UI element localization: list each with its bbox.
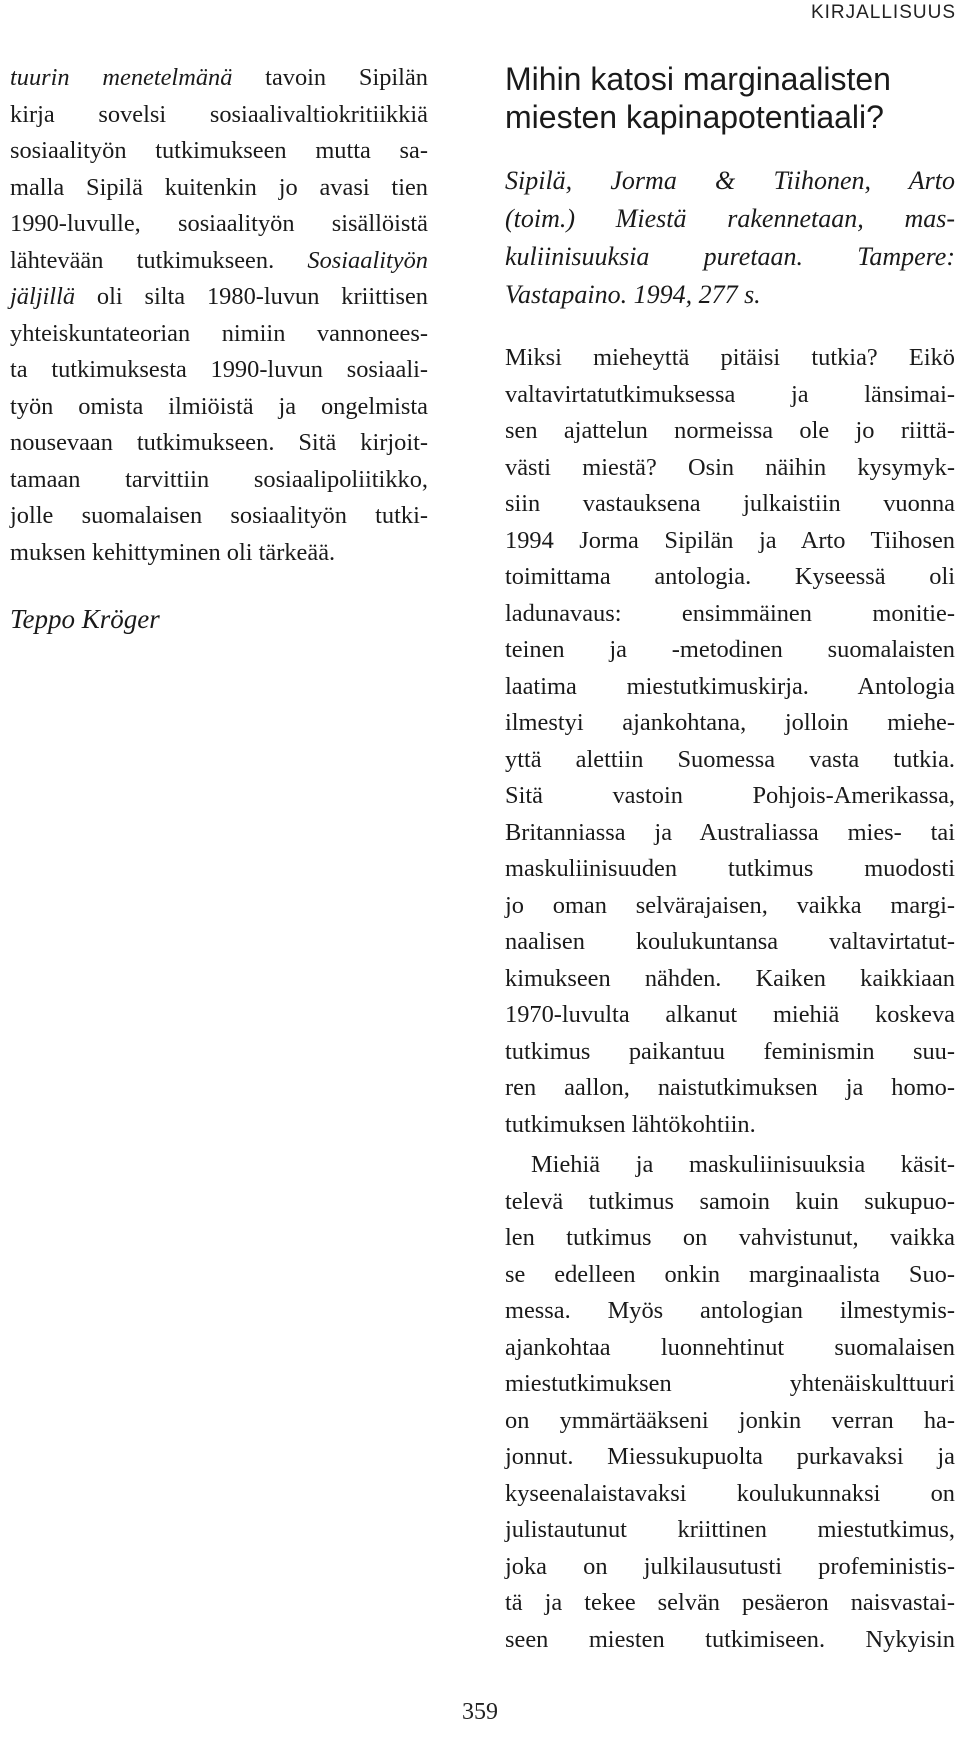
text-line: jonnut. Miessukupuolta purkavaksi ja bbox=[505, 1443, 955, 1470]
review-signature: Teppo Kröger bbox=[10, 604, 160, 634]
text-line: miestutkimuksen yhtenäiskulttuuri bbox=[505, 1370, 955, 1397]
text-line: malla Sipilä kuitenkin jo avasi tien bbox=[10, 173, 428, 201]
text-line: ilmestyi ajankohtana, jolloin miehe- bbox=[505, 709, 955, 736]
text-line: Sitä vastoin Pohjois-Amerikassa, bbox=[505, 782, 955, 809]
text-line: tutkimuksen lähtökohtiin. bbox=[505, 1110, 756, 1138]
text-line: len tutkimus on vahvistunut, vaikka bbox=[505, 1224, 955, 1251]
text-line: sen ajattelun normeissa ole jo riittä- bbox=[505, 417, 955, 444]
text-line: on ymmärtääkseni jonkin verran ha- bbox=[505, 1406, 955, 1434]
text-line: ladunavaus: ensimmäinen monitie- bbox=[505, 599, 955, 627]
text-line: televä tutkimus samoin kuin sukupuo- bbox=[505, 1187, 955, 1215]
book-citation: Sipilä, Jorma & Tiihonen, Arto (toim.) Miestä rakennetaan, mas- kuliinisuuksia puretaan. Tampere: Vastapaino. 1994, 277 s. bbox=[505, 166, 955, 309]
review-title: Mihin katosi marginaalisten miesten kapinapotentiaali? bbox=[505, 61, 891, 135]
text-line: muksen kehittyminen oli tärkeää. bbox=[10, 538, 336, 566]
paragraph-2 bbox=[505, 1147, 955, 1658]
text-line: yhteiskuntateorian nimiin vannonees- bbox=[10, 319, 428, 347]
text-line: jolle suomalaisen sosiaalityön tutki- bbox=[10, 502, 428, 529]
text-line: työn omista ilmiöistä ja ongelmista bbox=[10, 392, 428, 420]
text-line: seen miesten tutkimiseen. Nykyisin bbox=[505, 1625, 955, 1653]
text-line: jo oman selvärajaisen, vaikka margi- bbox=[505, 891, 955, 919]
text-line: ta tutkimuksesta 1990-luvun sosiaali- bbox=[10, 356, 428, 383]
page-number: 359 bbox=[462, 1699, 498, 1725]
text-line: nousevaan tutkimukseen. Sitä kirjoit- bbox=[10, 429, 428, 456]
text-line: sosiaalityön tutkimukseen mutta sa- bbox=[10, 137, 428, 164]
text-line: tutkimus paikantuu feminismin suu- bbox=[505, 1037, 955, 1065]
right-column bbox=[505, 60, 955, 1658]
text-line: jäljillä oli silta 1980-luvun kriittisen bbox=[10, 283, 428, 310]
text-line: yttä alettiin Suomessa vasta tutkia. bbox=[505, 745, 955, 773]
text-line: valtavirtatutkimuksessa ja länsimai- bbox=[505, 380, 955, 408]
text-line: kirja sovelsi sosiaalivaltiokritiikkiä bbox=[10, 100, 428, 128]
text-line: joka on julkilausutusti profeministis- bbox=[505, 1552, 955, 1580]
text-line: tuurin menetelmänä tavoin Sipilän bbox=[10, 64, 428, 91]
text-line: se edelleen onkin marginaalista Suo- bbox=[505, 1260, 955, 1288]
text-line: tä ja tekee selvän pesäeron naisvastai- bbox=[505, 1589, 955, 1616]
text-line: Britanniassa ja Australiassa mies- tai bbox=[505, 818, 955, 846]
text-line: tamaan tarvittiin sosiaalipoliitikko, bbox=[10, 465, 428, 493]
text-line: teinen ja -metodinen suomalaisten bbox=[505, 636, 955, 663]
text-line: maskuliinisuuden tutkimus muodosti bbox=[505, 855, 955, 882]
text-line: Miehiä ja maskuliinisuuksia käsit- bbox=[531, 1151, 955, 1178]
text-line: laatima miestutkimuskirja. Antologia bbox=[505, 672, 955, 700]
text-line: Miksi mieheyttä pitäisi tutkia? Eikö bbox=[505, 344, 955, 371]
paragraph-1 bbox=[505, 340, 955, 1143]
left-column bbox=[10, 60, 428, 638]
text-line: 1990-luvulle, sosiaalityön sisällöistä bbox=[10, 210, 428, 237]
text-line: toimittama antologia. Kyseessä oli bbox=[505, 563, 955, 590]
text-line: julistautunut kriittinen miestutkimus, bbox=[505, 1516, 955, 1543]
text-line: kyseenalaistavaksi koulukunnaksi on bbox=[505, 1479, 955, 1507]
text-line: ren aallon, naistutkimuksen ja homo- bbox=[505, 1074, 955, 1101]
text-line: 1970-luvulta alkanut miehiä koskeva bbox=[505, 1001, 955, 1028]
text-line: 1994 Jorma Sipilän ja Arto Tiihosen bbox=[505, 526, 955, 554]
text-line: messa. Myös antologian ilmestymis- bbox=[505, 1297, 955, 1324]
text-line: kimukseen nähden. Kaiken kaikkiaan bbox=[505, 964, 955, 992]
text-line: ajankohtaa luonnehtinut suomalaisen bbox=[505, 1333, 955, 1361]
section-header: KIRJALLISUUS bbox=[810, 2, 956, 23]
text-line: siin vastauksena julkaistiin vuonna bbox=[505, 490, 955, 517]
text-line: lähtevään tutkimukseen. Sosiaalityön bbox=[10, 246, 428, 274]
text-line: naalisen koulukuntansa valtavirtatut- bbox=[505, 928, 955, 955]
text-line: västi miestä? Osin näihin kysymyk- bbox=[505, 453, 955, 481]
